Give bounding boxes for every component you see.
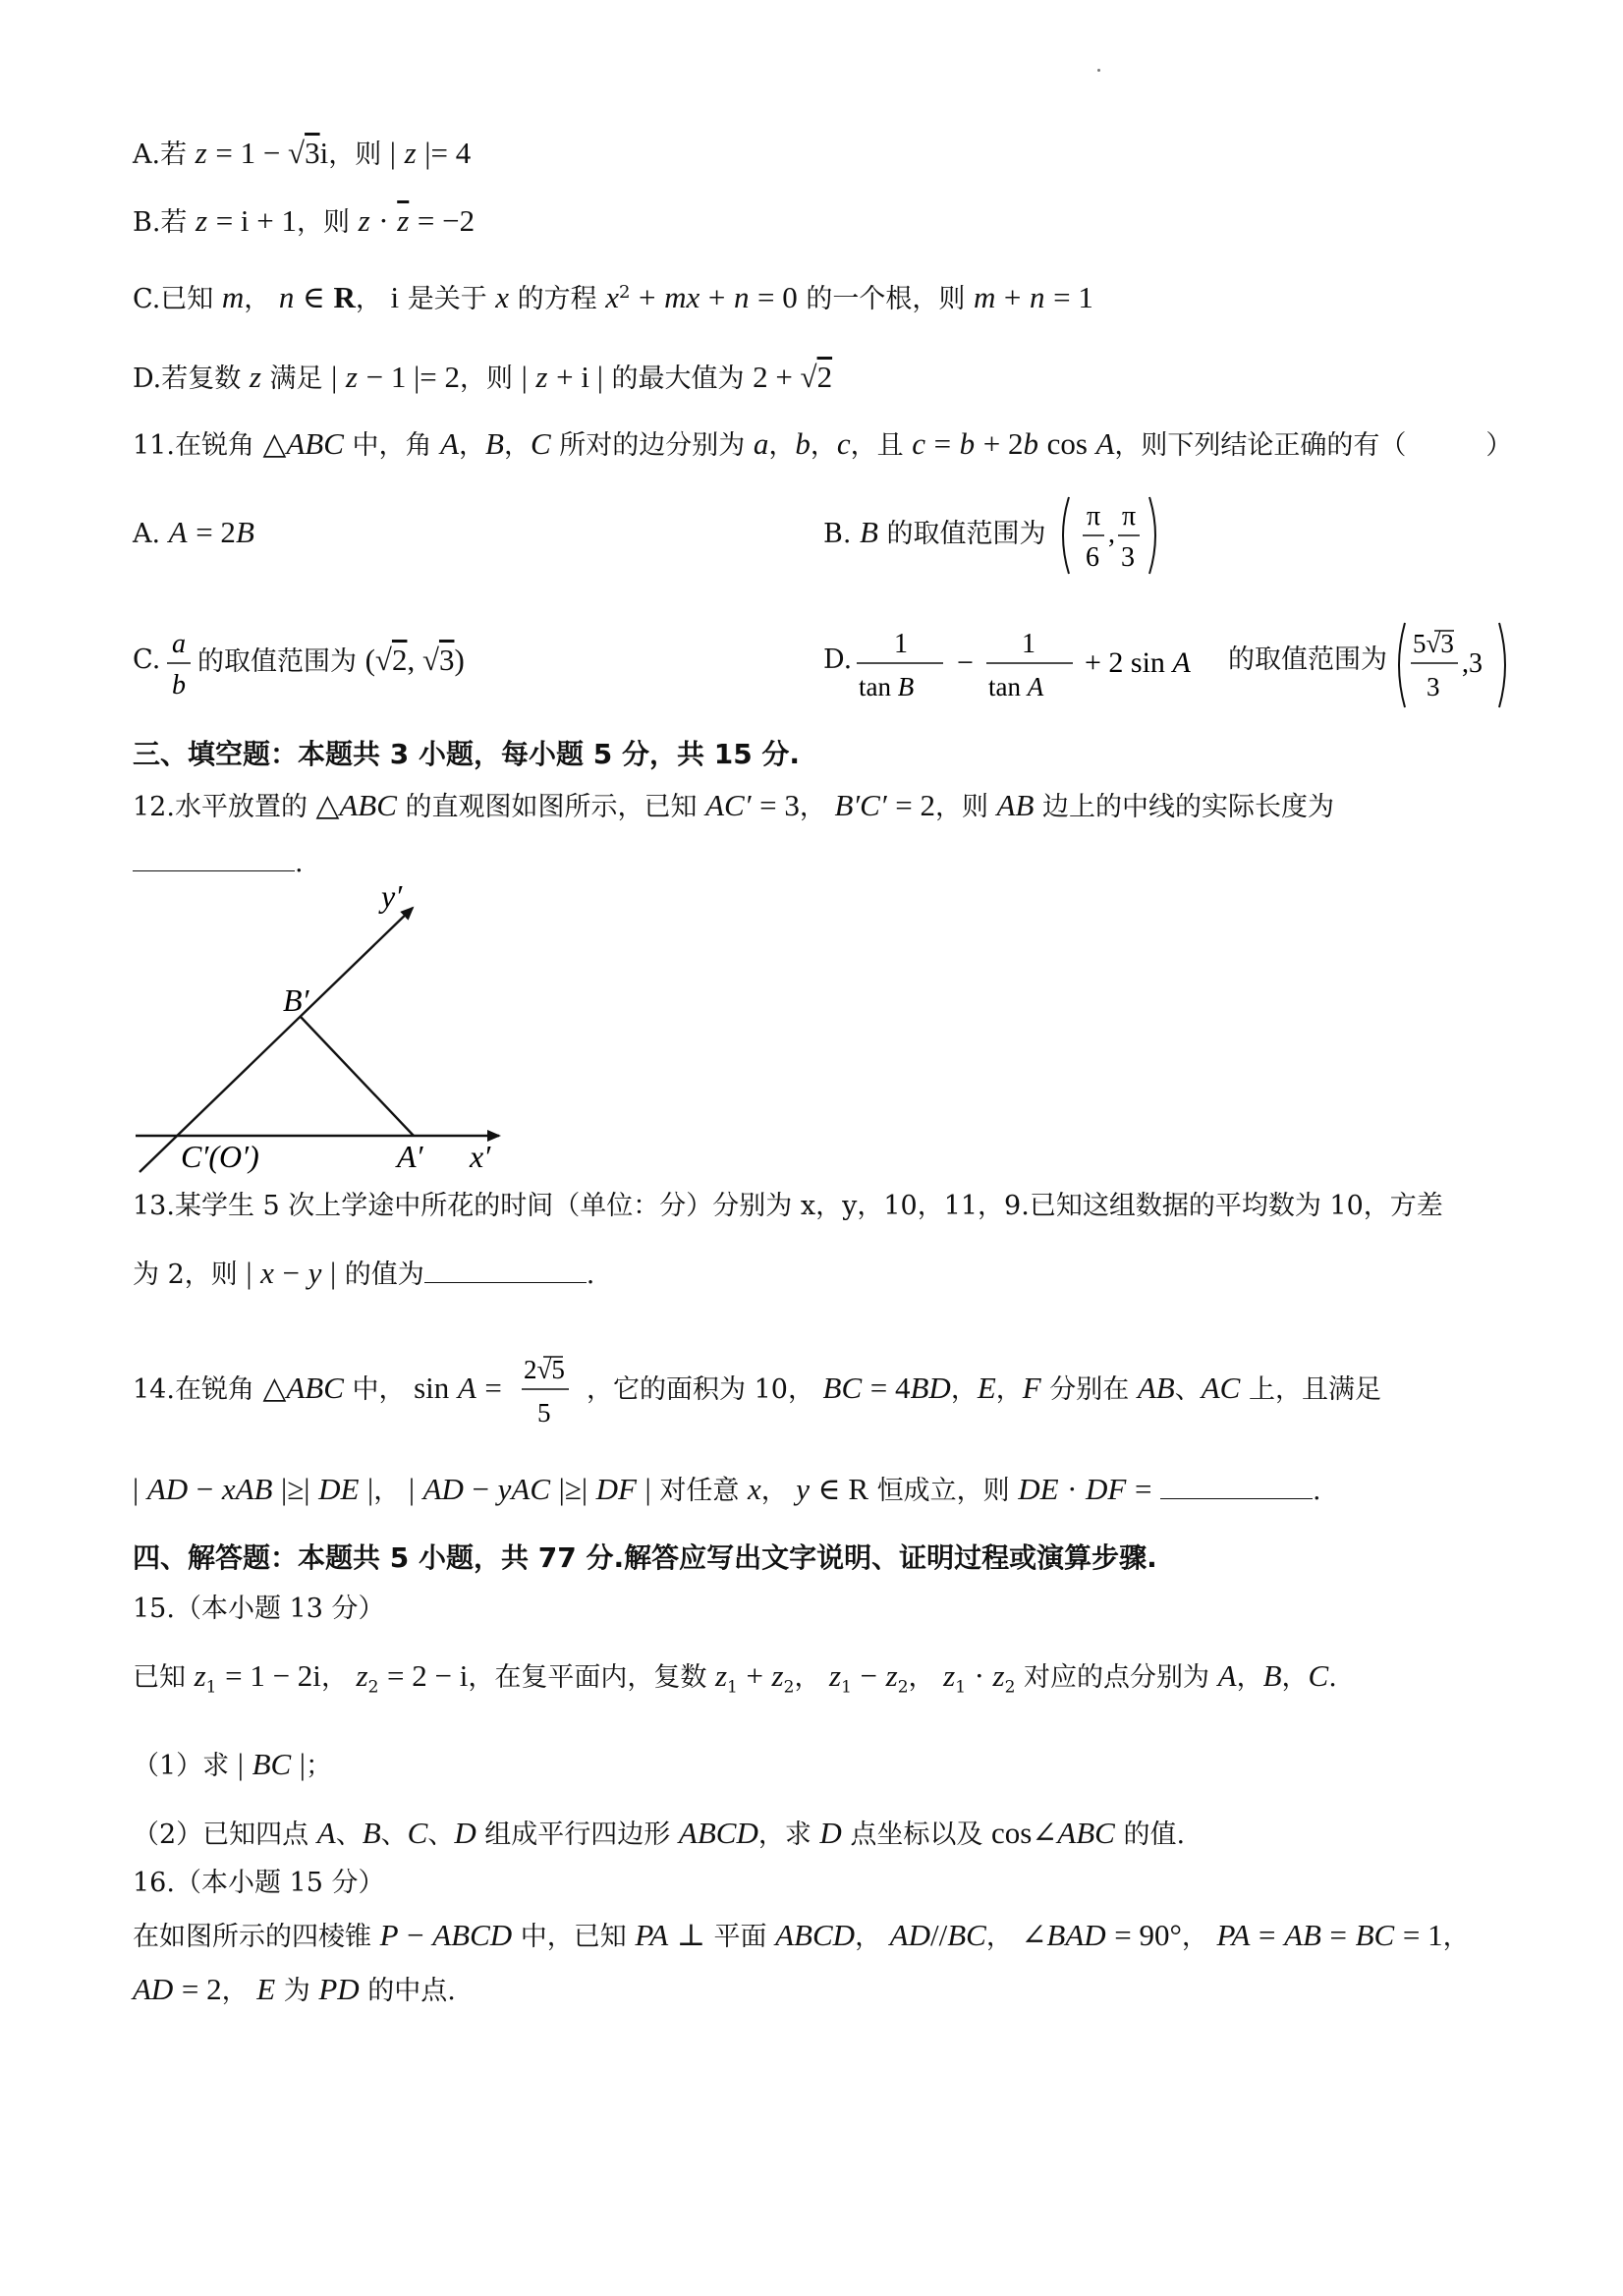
q11-c-fraction [164, 619, 194, 707]
y-axis [140, 908, 413, 1172]
q14-line-1: 14.在锐角 △ABC 中， sin A = 2√5 5 ，它的面积为 10， BC = 4BD，E，F 分别在 AB、AC 上，且满足 [133, 1351, 502, 1429]
q12-stem: 12.水平放置的 △ABC 的直观图如图所示，已知 AC′ = 3， B′C′ = 2，则 AB 边上的中线的实际长度为 [133, 788, 1335, 822]
svg-text:π: π [1087, 501, 1101, 532]
q10-option-d: D.若复数 z 满足 | z − 1 |= 2，则 | z + i | 的最大值为 2 + √2 [133, 360, 833, 394]
q13-answer-blank[interactable] [424, 1255, 587, 1283]
point-c-label: C′(O′) [181, 1139, 259, 1174]
q14-answer-blank[interactable] [1160, 1471, 1313, 1499]
q11-option-d: D. 1 tan B − 1 tan A + 2 sin A 的取值范围为 5√3 3 ,3 [823, 619, 852, 712]
q16-line-2: AD = 2， E 为 PD 的中点. [133, 1972, 456, 2006]
q10-option-c: C.已知 m， n ∈ R， i 是关于 x 的方程 $x^2$ + mx + n = 0 的一个根，则 m + n = 1 [133, 280, 1093, 314]
y-axis-label: y′ [381, 879, 403, 914]
svg-text:π: π [1122, 501, 1137, 532]
svg-text:tan B: tan B [859, 672, 915, 701]
q11-option-b: B. B 的取值范围为 π 6 , π 3 [823, 491, 1046, 580]
svg-text:3: 3 [1427, 672, 1440, 701]
q14-line-2: | AD − xAB |≥| DE |， | AD − yAC |≥| DF | 对任意 x， y ∈ R 恒成立，则 DE · DF = . [133, 1472, 1321, 1506]
q11-stem: 11.在锐角 △ABC 中，角 A，B，C 所对的边分别为 a，b，c，且 c = b + 2b cos A，则下列结论正确的有（ ） [133, 426, 1513, 461]
svg-text:5: 5 [537, 1398, 551, 1428]
q13-line-2: 为 2，则 | x − y | 的值为 . [133, 1256, 595, 1290]
svg-text:3: 3 [1121, 542, 1135, 573]
svg-text:5√3: 5√3 [1413, 629, 1454, 658]
svg-text:b: b [172, 670, 186, 700]
q10-option-a: A.若 z = 1 − √3i，则 | z |= 4 [133, 136, 472, 170]
q11-d-interval [1393, 619, 1531, 712]
x-axis-label: x′ [470, 1139, 491, 1174]
q13-line-1: 13.某学生 5 次上学途中所花的时间（单位：分）分别为 x，y，10，11，9.已知这组数据的平均数为 10，方差 [133, 1191, 1443, 1221]
q15-part-2: （2）已知四点 A、B、C、D 组成平行四边形 ABCD，求 D 点坐标以及 cos∠ABC 的值. [133, 1816, 1186, 1850]
section-4-heading: 四、解答题：本题共 5 小题，共 77 分.解答应写出文字说明、证明过程或演算步骤. [133, 1541, 1157, 1574]
point-b-label: B′ [283, 982, 309, 1018]
svg-text:6: 6 [1086, 542, 1099, 573]
q15-stem: 已知 $z_1 = 1 - 2i$， $z_2 = 2 - i$，在复平面内，复数 $z_1 + z_2$， $z_1 - z_2$， $z_1 \cdot z_2$ 对应的点分别为 A，B，C. [133, 1658, 1337, 1698]
q11-option-a: A. A = 2B [133, 515, 254, 549]
svg-text:,3: ,3 [1462, 648, 1483, 679]
q15-header: 15.（本小题 13 分） [133, 1594, 385, 1624]
svg-text:−: − [957, 646, 974, 679]
point-a-label: A′ [397, 1139, 423, 1174]
svg-text:,: , [1108, 519, 1115, 549]
svg-text:a: a [172, 629, 186, 659]
q15-part-1: （1）求 | BC |； [133, 1747, 333, 1781]
svg-text:+ 2 sin A: + 2 sin A [1085, 646, 1191, 679]
svg-text:1: 1 [1022, 629, 1035, 659]
section-3-heading: 三、填空题：本题共 3 小题，每小题 5 分，共 15 分. [133, 738, 801, 770]
q11-b-interval [1057, 491, 1165, 580]
q11-option-c: C. a b 的取值范围为 (√2, √3) [133, 619, 160, 707]
svg-text:2√5: 2√5 [524, 1355, 565, 1384]
q10-option-b: B.若 z = i + 1，则 $z \cdot \overline{z} = -2$ [133, 203, 476, 238]
q16-header: 16.（本小题 15 分） [133, 1868, 385, 1898]
svg-text:tan A: tan A [988, 672, 1044, 701]
segment-b-a [301, 1017, 414, 1136]
q12-answer-line: . [133, 843, 304, 883]
q14-sin-fraction [518, 1345, 579, 1428]
q12-answer-blank[interactable] [133, 843, 295, 871]
q12-figure [126, 879, 538, 1174]
q16-line-1: 在如图所示的四棱锥 P − ABCD 中，已知 PA ⊥ 平面 ABCD， AD//BC， ∠BAD = 90°， PA = AB = BC = 1， [133, 1918, 1470, 1952]
svg-text:1: 1 [894, 629, 908, 659]
scan-speck [1097, 69, 1100, 72]
